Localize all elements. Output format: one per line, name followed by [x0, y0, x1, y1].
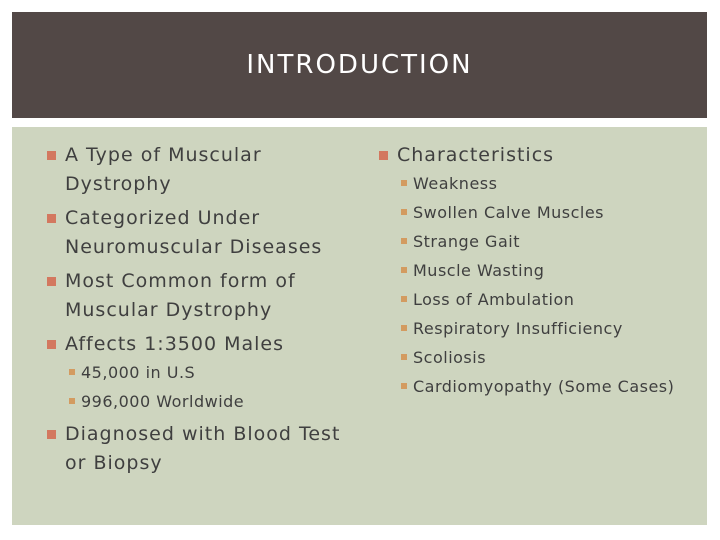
sub-bullet-item: [397, 201, 698, 225]
right-column: [378, 141, 698, 405]
bullet-item-category: [46, 204, 346, 262]
small-square-bullet-icon: [69, 369, 75, 375]
square-bullet-icon: [47, 340, 56, 349]
bullet-text: Most Common form of Muscular Dystrophy: [65, 270, 296, 321]
small-square-bullet-icon: [69, 398, 75, 404]
sub-bullet-item: [397, 259, 698, 283]
sub-bullet-item: [397, 230, 698, 254]
slide-title: INTRODUCTION: [246, 50, 473, 80]
square-bullet-icon: [379, 151, 388, 160]
small-square-bullet-icon: [401, 296, 407, 302]
bullet-text: Categorized Under Neuromuscular Diseases: [65, 207, 323, 258]
sub-bullet-item: [397, 172, 698, 196]
bullet-item-diagnosis: [46, 420, 346, 478]
sub-bullet-item: [65, 390, 346, 414]
square-bullet-icon: [47, 214, 56, 223]
sub-bullet-text: Strange Gait: [413, 232, 520, 251]
content-panel: [12, 127, 707, 525]
sub-bullet-text: 45,000 in U.S: [81, 363, 196, 382]
affects-sub-list: [65, 361, 346, 414]
right-bullet-list: [378, 141, 698, 399]
bullet-item-characteristics: [378, 141, 698, 399]
square-bullet-icon: [47, 151, 56, 160]
bullet-text: Diagnosed with Blood Test or Biopsy: [65, 423, 341, 474]
small-square-bullet-icon: [401, 238, 407, 244]
bullet-item-common: [46, 267, 346, 325]
sub-bullet-item: [397, 317, 698, 341]
small-square-bullet-icon: [401, 325, 407, 331]
sub-bullet-text: Cardiomyopathy (Some Cases): [413, 377, 675, 396]
bullet-text: Affects 1:3500 Males: [65, 333, 285, 355]
sub-bullet-text: Swollen Calve Muscles: [413, 203, 605, 222]
small-square-bullet-icon: [401, 354, 407, 360]
small-square-bullet-icon: [401, 383, 407, 389]
small-square-bullet-icon: [401, 180, 407, 186]
sub-bullet-item: [397, 288, 698, 312]
bullet-item-type: [46, 141, 346, 199]
sub-bullet-item: [397, 346, 698, 370]
bullet-text: A Type of Muscular Dystrophy: [65, 144, 262, 195]
small-square-bullet-icon: [401, 267, 407, 273]
sub-bullet-text: Scoliosis: [413, 348, 487, 367]
bullet-text: Characteristics: [397, 144, 555, 166]
characteristics-sub-list: [397, 172, 698, 399]
title-bar: [12, 12, 707, 118]
bullet-item-affects: [46, 330, 346, 414]
sub-bullet-text: Weakness: [413, 174, 498, 193]
sub-bullet-text: Muscle Wasting: [413, 261, 545, 280]
sub-bullet-item: [397, 375, 698, 399]
left-column: [46, 141, 346, 483]
sub-bullet-item: [65, 361, 346, 385]
sub-bullet-text: Loss of Ambulation: [413, 290, 575, 309]
small-square-bullet-icon: [401, 209, 407, 215]
left-bullet-list: [46, 141, 346, 478]
sub-bullet-text: Respiratory Insufficiency: [413, 319, 623, 338]
square-bullet-icon: [47, 277, 56, 286]
sub-bullet-text: 996,000 Worldwide: [81, 392, 245, 411]
square-bullet-icon: [47, 430, 56, 439]
